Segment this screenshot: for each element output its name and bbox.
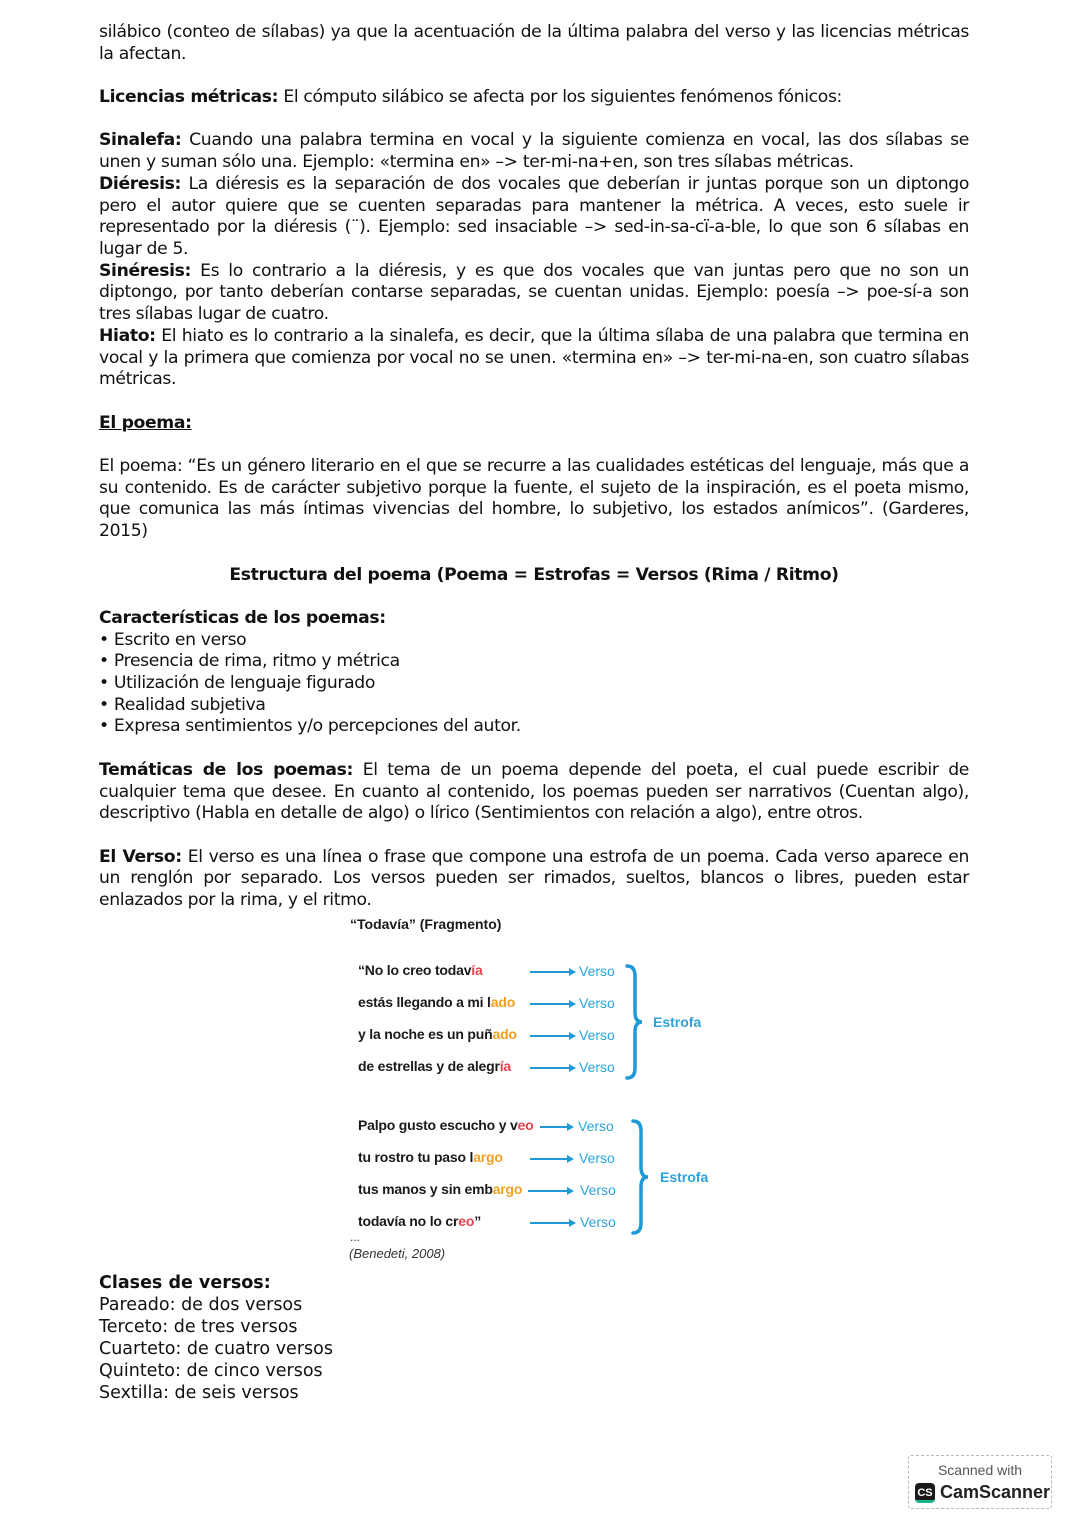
verse-label: Verso [580,1214,616,1230]
verse-row: tu rostro tu paso largo [358,1149,503,1165]
hiato-paragraph: Hiato: El hiato es lo contrario a la sinalefa, es decir, que la última sílaba de una palabra que termina en vocal y la primera que comienza por vocal no se unen. «termina en» –> ter-mi-na-en, son cuatro sílabas métricas. [99,325,969,390]
list-item: • Utilización de lenguaje figurado [99,673,969,695]
rhyme-highlight: ado [490,994,516,1010]
list-item: Pareado: de dos versos [99,1295,303,1315]
verse-label: Verso [579,995,615,1011]
arrow-icon [530,1067,570,1069]
ellipsis: ... [350,1230,361,1244]
arrow-icon [530,1222,570,1224]
dieresis-label: Diéresis: [99,173,182,194]
sinalefa-paragraph: Sinalefa: Cuando una palabra termina en vocal y la siguiente comienza en vocal, las dos sílabas se unen y suman sólo una. Ejemplo: «termina en» –> ter-mi-na+en, son tres sílabas métricas. [99,130,969,173]
rhyme-highlight: eo [458,1213,475,1229]
intro-paragraph: silábico (conteo de sílabas) ya que la acentuación de la última palabra del verso y las licencias métricas la afectan. [99,22,969,64]
verso-paragraph: El Verso: El verso es una línea o frase que compone una estrofa de un poema. Cada verso aparece en un renglón por separado. Los versos pueden ser rimados, sueltos, blancos o libres, pueden estar enlazados por la rima, y el ritmo. [99,846,969,910]
verse-label: Verso [579,1059,615,1075]
sineresis-label: Sinéresis: [99,260,192,281]
poem-structure-figure [340,912,740,1267]
rhyme-highlight: argo [473,1149,503,1165]
arrow-icon [528,1190,568,1192]
sineresis-paragraph: Sinéresis: Es lo contrario a la diéresis, y es que dos vocales que van juntas pero que no son un diptongo, por tanto deberían contarse separadas, se cuentan unidas. Ejemplo: poesía –> poe-sí-a son tres sílabas lugar de cuatro. [99,260,969,325]
clases-title: Clases de versos: [99,1273,271,1293]
sinalefa-label: Sinalefa: [99,130,182,151]
figure-title: “Todavía” (Fragmento) [350,916,502,932]
arrow-icon [530,971,570,973]
verse-label: Verso [578,1118,614,1134]
brace-icon [624,964,644,1080]
caracteristicas-title: Características de los poemas: [99,607,386,628]
verse-row: de estrellas y de alegría [358,1058,511,1074]
stanza-label: Estrofa [660,1169,709,1185]
clases-de-versos [99,1272,333,1404]
list-item: Terceto: de tres versos [99,1317,298,1337]
verse-row: y la noche es un puñado [358,1026,517,1042]
camscanner-logo-icon: CS [915,1483,935,1503]
verse-label: Verso [579,1027,615,1043]
poema-heading: El poema: [99,412,192,433]
dieresis-paragraph: Diéresis: La diéresis es la separación de dos vocales que deberían ir juntas porque son un diptongo pero el autor quiere que se cuenten separadas para mantener la métrica. A veces, esto suele ir representado por la diéresis (¨). Ejemplo: sed insaciable –> sed-in-sa-cï-a-ble, lo que son 6 sílabas en lugar de 5. [99,173,969,259]
arrow-icon [530,1003,570,1005]
list-item: Cuarteto: de cuatro versos [99,1339,333,1359]
rhyme-highlight: ía [471,962,483,978]
figure-citation: (Benedeti, 2008) [349,1246,446,1261]
verso-label: El Verso: [99,846,182,867]
arrow-icon [530,1035,570,1037]
camscanner-watermark [908,1455,1052,1509]
caracteristicas-list [99,630,969,739]
tematicas-label: Temáticas de los poemas: [99,759,354,780]
verse-label: Verso [580,1182,616,1198]
watermark-brand: CamScanner [940,1482,1051,1502]
arrow-icon [540,1126,568,1128]
verse-label: Verso [579,963,615,979]
list-item: • Presencia de rima, ritmo y métrica [99,651,969,673]
rhyme-highlight: eo [517,1117,534,1133]
tematicas-paragraph: Temáticas de los poemas: El tema de un poema depende del poeta, el cual puede escribir de cualquier tema que desee. En cuanto al contenido, los poemas pueden ser narrativos (Cuentan algo), descriptivo (Habla en detalle de algo) o lírico (Sentimientos con relación a algo), entre otros. [99,759,969,824]
list-item: • Realidad subjetiva [99,695,969,717]
verse-row: estás llegando a mi lado [358,994,516,1010]
stanza-label: Estrofa [653,1014,702,1030]
licencias-paragraph: Licencias métricas: El cómputo silábico se afecta por los siguientes fenómenos fónicos: [99,87,842,108]
arrow-icon [530,1158,568,1160]
document-body [99,22,969,912]
verse-label: Verso [579,1150,615,1166]
rhyme-highlight: ado [492,1026,517,1042]
poema-definition: El poema: “Es un género literario en el que se recurre a las cualidades estéticas del lenguaje, más que a su contenido. Es de carácter subjetivo porque la fuente, el sujeto de la inspiración, es el poeta mismo, que comunica las más íntimas vivencias del hombre, lo subjetivo, los estados anímicos”. (Garderes, 2015) [99,456,969,542]
list-item: Sextilla: de seis versos [99,1383,299,1403]
verse-row: “No lo creo todavía [358,962,483,978]
list-item: Quinteto: de cinco versos [99,1361,323,1381]
brace-icon [630,1119,650,1235]
estructura-title: Estructura del poema (Poema = Estrofas = Versos (Rima / Ritmo) [229,564,839,585]
verse-row: tus manos y sin embargo [358,1181,523,1197]
rhyme-highlight: argo [492,1181,523,1197]
watermark-caption: Scanned with [937,1462,1023,1478]
verse-row: Palpo gusto escucho y veo [358,1117,534,1133]
licencias-label: Licencias métricas: [99,87,279,108]
list-item: • Escrito en verso [99,630,969,652]
hiato-label: Hiato: [99,325,156,346]
list-item: • Expresa sentimientos y/o percepciones del autor. [99,716,969,738]
rhyme-highlight: ía [499,1058,511,1074]
verse-row: todavía no lo creo” [358,1213,482,1229]
